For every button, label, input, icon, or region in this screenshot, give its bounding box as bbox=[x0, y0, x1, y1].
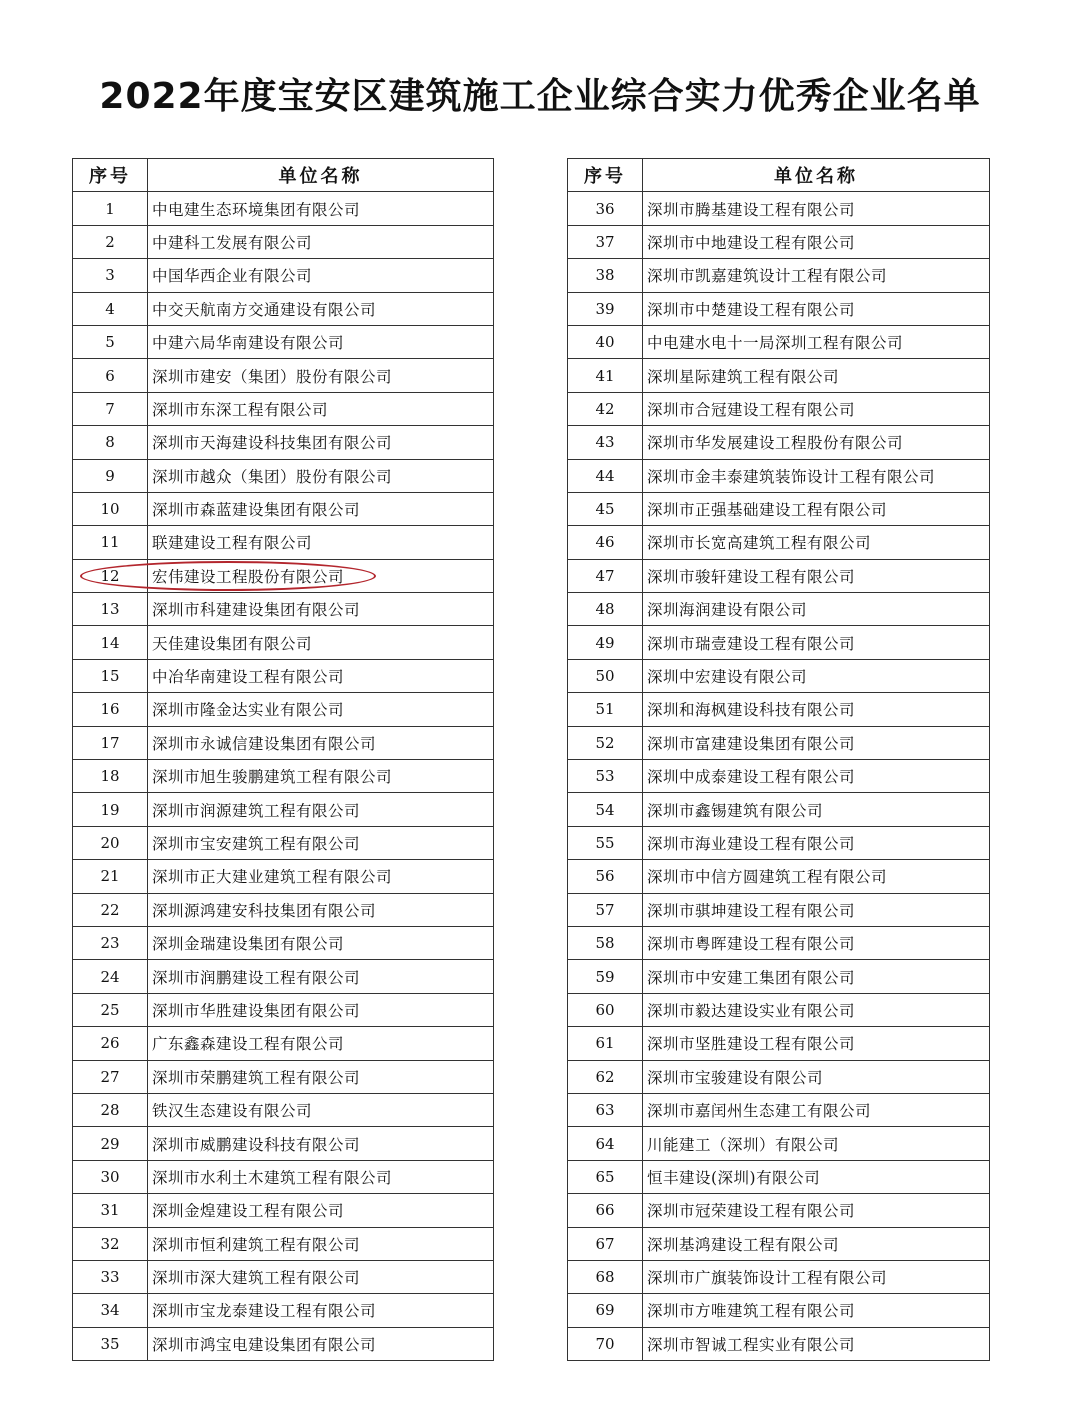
row-number: 70 bbox=[568, 1327, 643, 1360]
row-number: 68 bbox=[568, 1260, 643, 1293]
company-name: 深圳市威鹏建设科技有限公司 bbox=[148, 1127, 494, 1160]
company-name: 深圳市毅达建设实业有限公司 bbox=[643, 993, 990, 1026]
row-number: 46 bbox=[568, 526, 643, 559]
row-number: 64 bbox=[568, 1127, 643, 1160]
company-name: 深圳市广旗装饰设计工程有限公司 bbox=[643, 1260, 990, 1293]
page-title: 2022年度宝安区建筑施工企业综合实力优秀企业名单 bbox=[99, 76, 981, 117]
company-name: 深圳市鸿宝电建设集团有限公司 bbox=[148, 1327, 494, 1360]
table-row bbox=[568, 1260, 990, 1293]
table-row bbox=[568, 626, 990, 659]
table-row bbox=[73, 359, 494, 392]
left-company-table bbox=[72, 158, 494, 1361]
row-number: 10 bbox=[73, 492, 148, 525]
row-number: 6 bbox=[73, 359, 148, 392]
company-name: 深圳市海业建设工程有限公司 bbox=[643, 826, 990, 859]
row-number: 16 bbox=[73, 693, 148, 726]
row-number: 7 bbox=[73, 392, 148, 425]
table-row bbox=[73, 860, 494, 893]
table-row bbox=[73, 292, 494, 325]
company-name: 恒丰建设(深圳)有限公司 bbox=[643, 1160, 990, 1193]
company-name: 中建科工发展有限公司 bbox=[148, 225, 494, 258]
row-number: 37 bbox=[568, 225, 643, 258]
table-row bbox=[73, 993, 494, 1026]
company-name: 中电建生态环境集团有限公司 bbox=[148, 192, 494, 225]
table-row bbox=[568, 392, 990, 425]
row-number: 13 bbox=[73, 593, 148, 626]
row-number: 26 bbox=[73, 1027, 148, 1060]
table-row bbox=[73, 225, 494, 258]
table-row bbox=[73, 1027, 494, 1060]
row-number: 56 bbox=[568, 860, 643, 893]
row-number: 62 bbox=[568, 1060, 643, 1093]
row-number: 60 bbox=[568, 993, 643, 1026]
table-row bbox=[568, 1194, 990, 1227]
table-row bbox=[568, 526, 990, 559]
row-number: 65 bbox=[568, 1160, 643, 1193]
company-name: 铁汉生态建设有限公司 bbox=[148, 1093, 494, 1126]
table-row bbox=[73, 492, 494, 525]
table-row bbox=[568, 726, 990, 759]
company-name: 深圳市粤晖建设工程有限公司 bbox=[643, 926, 990, 959]
table-row bbox=[73, 893, 494, 926]
header-name: 单位名称 bbox=[643, 159, 990, 192]
company-name: 深圳市合冠建设工程有限公司 bbox=[643, 392, 990, 425]
table-row bbox=[568, 559, 990, 592]
row-number: 30 bbox=[73, 1160, 148, 1193]
table-row bbox=[568, 492, 990, 525]
table-row bbox=[73, 960, 494, 993]
table-row bbox=[568, 960, 990, 993]
row-number: 66 bbox=[568, 1194, 643, 1227]
company-name: 中冶华南建设工程有限公司 bbox=[148, 659, 494, 692]
table-row bbox=[73, 426, 494, 459]
company-name: 深圳市越众（集团）股份有限公司 bbox=[148, 459, 494, 492]
company-name: 深圳市瑞壹建设工程有限公司 bbox=[643, 626, 990, 659]
row-number: 54 bbox=[568, 793, 643, 826]
table-row bbox=[568, 659, 990, 692]
company-name: 深圳市凯嘉建筑设计工程有限公司 bbox=[643, 259, 990, 292]
table-row bbox=[568, 192, 990, 225]
table-row bbox=[73, 1093, 494, 1126]
row-number: 52 bbox=[568, 726, 643, 759]
company-name: 深圳市恒利建筑工程有限公司 bbox=[148, 1227, 494, 1260]
table-row bbox=[73, 926, 494, 959]
row-number: 45 bbox=[568, 492, 643, 525]
company-name: 深圳金瑞建设集团有限公司 bbox=[148, 926, 494, 959]
row-number: 2 bbox=[73, 225, 148, 258]
table-row bbox=[73, 459, 494, 492]
table-row bbox=[568, 1327, 990, 1360]
table-row bbox=[568, 1127, 990, 1160]
table-row bbox=[568, 1227, 990, 1260]
table-row bbox=[73, 826, 494, 859]
row-number: 63 bbox=[568, 1093, 643, 1126]
company-name: 深圳市腾基建设工程有限公司 bbox=[643, 192, 990, 225]
row-number: 12 bbox=[73, 559, 148, 592]
row-number: 38 bbox=[568, 259, 643, 292]
company-name: 深圳市智诚工程实业有限公司 bbox=[643, 1327, 990, 1360]
company-name: 深圳市中楚建设工程有限公司 bbox=[643, 292, 990, 325]
table-row bbox=[568, 993, 990, 1026]
header-num: 序号 bbox=[73, 159, 148, 192]
table-header-row bbox=[568, 159, 990, 192]
table-row bbox=[568, 760, 990, 793]
company-name: 联建建设工程有限公司 bbox=[148, 526, 494, 559]
table-row bbox=[568, 426, 990, 459]
row-number: 35 bbox=[73, 1327, 148, 1360]
company-name: 深圳市隆金达实业有限公司 bbox=[148, 693, 494, 726]
company-name: 深圳市森蓝建设集团有限公司 bbox=[148, 492, 494, 525]
table-row bbox=[568, 1093, 990, 1126]
row-number: 41 bbox=[568, 359, 643, 392]
row-number: 40 bbox=[568, 325, 643, 358]
company-name: 深圳市冠荣建设工程有限公司 bbox=[643, 1194, 990, 1227]
row-number: 29 bbox=[73, 1127, 148, 1160]
table-row bbox=[73, 793, 494, 826]
table-row bbox=[568, 459, 990, 492]
company-name: 深圳市永诚信建设集团有限公司 bbox=[148, 726, 494, 759]
company-name: 深圳市深大建筑工程有限公司 bbox=[148, 1260, 494, 1293]
row-number: 23 bbox=[73, 926, 148, 959]
table-row bbox=[568, 893, 990, 926]
company-name: 深圳市科建建设集团有限公司 bbox=[148, 593, 494, 626]
row-number: 28 bbox=[73, 1093, 148, 1126]
company-name: 深圳市润鹏建设工程有限公司 bbox=[148, 960, 494, 993]
table-row bbox=[73, 1160, 494, 1193]
table-row bbox=[568, 826, 990, 859]
company-name: 深圳市正大建业建筑工程有限公司 bbox=[148, 860, 494, 893]
table-row bbox=[73, 559, 494, 592]
company-name: 深圳基鸿建设工程有限公司 bbox=[643, 1227, 990, 1260]
table-row bbox=[73, 192, 494, 225]
company-name: 深圳市正强基础建设工程有限公司 bbox=[643, 492, 990, 525]
company-name: 中国华西企业有限公司 bbox=[148, 259, 494, 292]
table-row bbox=[73, 1260, 494, 1293]
row-number: 58 bbox=[568, 926, 643, 959]
row-number: 59 bbox=[568, 960, 643, 993]
row-number: 17 bbox=[73, 726, 148, 759]
company-name: 深圳市中地建设工程有限公司 bbox=[643, 225, 990, 258]
row-number: 42 bbox=[568, 392, 643, 425]
table-row bbox=[568, 926, 990, 959]
company-name: 深圳市宝龙泰建设工程有限公司 bbox=[148, 1294, 494, 1327]
row-number: 48 bbox=[568, 593, 643, 626]
row-number: 25 bbox=[73, 993, 148, 1026]
company-name: 深圳中宏建设有限公司 bbox=[643, 659, 990, 692]
row-number: 14 bbox=[73, 626, 148, 659]
row-number: 11 bbox=[73, 526, 148, 559]
table-row bbox=[73, 392, 494, 425]
table-row bbox=[73, 760, 494, 793]
table-row bbox=[73, 593, 494, 626]
left-table-body bbox=[73, 192, 494, 1361]
table-row bbox=[73, 526, 494, 559]
company-name: 宏伟建设工程股份有限公司 bbox=[148, 559, 494, 592]
company-name: 深圳市旭生骏鹏建筑工程有限公司 bbox=[148, 760, 494, 793]
table-row bbox=[568, 259, 990, 292]
row-number: 32 bbox=[73, 1227, 148, 1260]
company-name: 中交天航南方交通建设有限公司 bbox=[148, 292, 494, 325]
company-name: 天佳建设集团有限公司 bbox=[148, 626, 494, 659]
row-number: 18 bbox=[73, 760, 148, 793]
table-row bbox=[568, 1060, 990, 1093]
table-row bbox=[73, 659, 494, 692]
row-number: 49 bbox=[568, 626, 643, 659]
company-name: 深圳市建安（集团）股份有限公司 bbox=[148, 359, 494, 392]
company-name: 深圳市华发展建设工程股份有限公司 bbox=[643, 426, 990, 459]
row-number: 69 bbox=[568, 1294, 643, 1327]
row-number: 53 bbox=[568, 760, 643, 793]
table-row bbox=[568, 1160, 990, 1193]
right-company-table bbox=[567, 158, 990, 1361]
company-name: 广东鑫森建设工程有限公司 bbox=[148, 1027, 494, 1060]
header-num: 序号 bbox=[568, 159, 643, 192]
row-number: 44 bbox=[568, 459, 643, 492]
company-name: 深圳市华胜建设集团有限公司 bbox=[148, 993, 494, 1026]
row-number: 15 bbox=[73, 659, 148, 692]
company-name: 深圳市长宽高建筑工程有限公司 bbox=[643, 526, 990, 559]
row-number: 47 bbox=[568, 559, 643, 592]
header-name: 单位名称 bbox=[148, 159, 494, 192]
table-row bbox=[568, 1294, 990, 1327]
company-name: 深圳市东深工程有限公司 bbox=[148, 392, 494, 425]
company-name: 深圳市坚胜建设工程有限公司 bbox=[643, 1027, 990, 1060]
row-number: 5 bbox=[73, 325, 148, 358]
table-row bbox=[568, 225, 990, 258]
row-number: 3 bbox=[73, 259, 148, 292]
table-row bbox=[73, 1327, 494, 1360]
row-number: 61 bbox=[568, 1027, 643, 1060]
company-name: 深圳市荣鹏建筑工程有限公司 bbox=[148, 1060, 494, 1093]
company-name: 深圳市宝骏建设有限公司 bbox=[643, 1060, 990, 1093]
table-row bbox=[73, 693, 494, 726]
company-name: 深圳中成泰建设工程有限公司 bbox=[643, 760, 990, 793]
company-name: 深圳市水利土木建筑工程有限公司 bbox=[148, 1160, 494, 1193]
row-number: 50 bbox=[568, 659, 643, 692]
table-row bbox=[568, 1027, 990, 1060]
row-number: 19 bbox=[73, 793, 148, 826]
row-number: 1 bbox=[73, 192, 148, 225]
row-number: 22 bbox=[73, 893, 148, 926]
right-table-body bbox=[568, 192, 990, 1361]
table-row bbox=[73, 1060, 494, 1093]
company-name: 中建六局华南建设有限公司 bbox=[148, 325, 494, 358]
table-row bbox=[73, 325, 494, 358]
table-row bbox=[568, 593, 990, 626]
table-row bbox=[568, 693, 990, 726]
row-number: 57 bbox=[568, 893, 643, 926]
company-name: 深圳市润源建筑工程有限公司 bbox=[148, 793, 494, 826]
company-name: 深圳市天海建设科技集团有限公司 bbox=[148, 426, 494, 459]
row-number: 27 bbox=[73, 1060, 148, 1093]
row-number: 43 bbox=[568, 426, 643, 459]
company-name: 深圳市宝安建筑工程有限公司 bbox=[148, 826, 494, 859]
company-name: 川能建工（深圳）有限公司 bbox=[643, 1127, 990, 1160]
table-row bbox=[73, 1294, 494, 1327]
row-number: 4 bbox=[73, 292, 148, 325]
row-number: 21 bbox=[73, 860, 148, 893]
row-number: 8 bbox=[73, 426, 148, 459]
company-name: 深圳金煌建设工程有限公司 bbox=[148, 1194, 494, 1227]
table-row bbox=[568, 359, 990, 392]
row-number: 9 bbox=[73, 459, 148, 492]
row-number: 55 bbox=[568, 826, 643, 859]
row-number: 36 bbox=[568, 192, 643, 225]
company-name: 深圳市骐坤建设工程有限公司 bbox=[643, 893, 990, 926]
company-name: 深圳海润建设有限公司 bbox=[643, 593, 990, 626]
row-number: 33 bbox=[73, 1260, 148, 1293]
row-number: 34 bbox=[73, 1294, 148, 1327]
table-row bbox=[73, 1127, 494, 1160]
table-row bbox=[73, 626, 494, 659]
company-name: 深圳和海枫建设科技有限公司 bbox=[643, 693, 990, 726]
table-row bbox=[568, 292, 990, 325]
table-row bbox=[568, 793, 990, 826]
row-number: 39 bbox=[568, 292, 643, 325]
company-name: 深圳星际建筑工程有限公司 bbox=[643, 359, 990, 392]
company-name: 深圳市嘉闰州生态建工有限公司 bbox=[643, 1093, 990, 1126]
table-row bbox=[73, 1227, 494, 1260]
row-number: 51 bbox=[568, 693, 643, 726]
row-number: 67 bbox=[568, 1227, 643, 1260]
company-name: 深圳市中安建工集团有限公司 bbox=[643, 960, 990, 993]
company-name: 深圳市金丰泰建筑装饰设计工程有限公司 bbox=[643, 459, 990, 492]
row-number: 20 bbox=[73, 826, 148, 859]
company-name: 深圳市鑫锡建筑有限公司 bbox=[643, 793, 990, 826]
table-row bbox=[73, 1194, 494, 1227]
company-name: 深圳市富建建设集团有限公司 bbox=[643, 726, 990, 759]
row-number: 31 bbox=[73, 1194, 148, 1227]
company-name: 深圳市骏轩建设工程有限公司 bbox=[643, 559, 990, 592]
company-name: 深圳源鸿建安科技集团有限公司 bbox=[148, 893, 494, 926]
company-name: 深圳市方唯建筑工程有限公司 bbox=[643, 1294, 990, 1327]
company-name: 中电建水电十一局深圳工程有限公司 bbox=[643, 325, 990, 358]
company-name: 深圳市中信方圆建筑工程有限公司 bbox=[643, 860, 990, 893]
table-row bbox=[73, 259, 494, 292]
table-row bbox=[568, 860, 990, 893]
table-row bbox=[568, 325, 990, 358]
row-number: 24 bbox=[73, 960, 148, 993]
table-header-row bbox=[73, 159, 494, 192]
table-row bbox=[73, 726, 494, 759]
